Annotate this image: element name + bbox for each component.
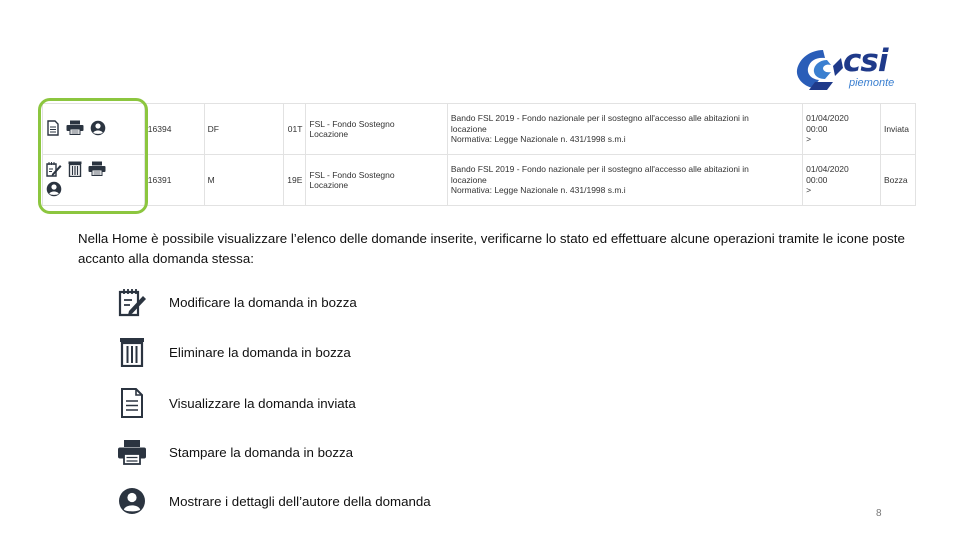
- legend-label: Eliminare la domanda in bozza: [169, 344, 351, 360]
- cell-code: DF: [204, 104, 284, 155]
- cell-date: 01/04/2020 00:00 >: [803, 104, 881, 155]
- legend-item-view: [116, 386, 356, 420]
- table-row: [43, 104, 916, 155]
- printer-icon: [116, 436, 148, 468]
- csi-piemonte-logo: [793, 44, 905, 94]
- user-icon: [116, 485, 148, 517]
- legend-label: Mostrare i dettagli dell’autore della domanda: [169, 493, 431, 509]
- legend-label: Visualizzare la domanda inviata: [169, 395, 356, 411]
- cell-num: 19E: [284, 155, 306, 206]
- cell-id: 16394: [144, 104, 204, 155]
- cell-fondo: FSL - Fondo Sostegno Locazione: [306, 104, 447, 155]
- actions-highlight-frame: [38, 98, 148, 214]
- legend-item-author: [116, 484, 431, 518]
- cell-num: 01T: [284, 104, 306, 155]
- expand-link[interactable]: >: [806, 134, 812, 145]
- edit-icon: [116, 286, 148, 318]
- document-icon: [116, 387, 148, 419]
- page-number: 8: [876, 508, 882, 519]
- legend-item-print: [116, 435, 354, 469]
- expand-link[interactable]: >: [806, 185, 812, 196]
- legend-item-edit: [116, 285, 357, 319]
- cell-fondo: FSL - Fondo Sostegno Locazione: [306, 155, 447, 206]
- cell-code: M: [204, 155, 284, 206]
- csi-swirl-icon: [793, 46, 845, 92]
- legend-item-delete: [116, 335, 351, 369]
- legend-label: Modificare la domanda in bozza: [169, 294, 357, 310]
- table-row: [43, 155, 916, 206]
- cell-bando: Bando FSL 2019 - Fondo nazionale per il sostegno all'accesso alle abitazioni in locazione Normativa: Legge Nazionale n. 431/1998 s.m.i: [447, 155, 802, 206]
- cell-id: 16391: [144, 155, 204, 206]
- trash-icon: [116, 336, 148, 368]
- logo-subtitle: piemonte: [849, 77, 895, 89]
- domande-table: [42, 103, 916, 206]
- cell-bando: Bando FSL 2019 - Fondo nazionale per il sostegno all'accesso alle abitazioni in locazione Normativa: Legge Nazionale n. 431/1998 s.m.i: [447, 104, 802, 155]
- cell-date: 01/04/2020 00:00 >: [803, 155, 881, 206]
- description-text: Nella Home è possibile visualizzare l’elenco delle domande inserite, verificarne lo stato ed effettuare alcune operazioni tramite le icone poste accanto alla domanda stessa:: [78, 231, 905, 266]
- logo-brand-text: csi: [843, 43, 888, 79]
- status-badge: Bozza: [880, 155, 915, 206]
- legend-label: Stampare la domanda in bozza: [169, 444, 354, 460]
- status-badge: Inviata: [880, 104, 915, 155]
